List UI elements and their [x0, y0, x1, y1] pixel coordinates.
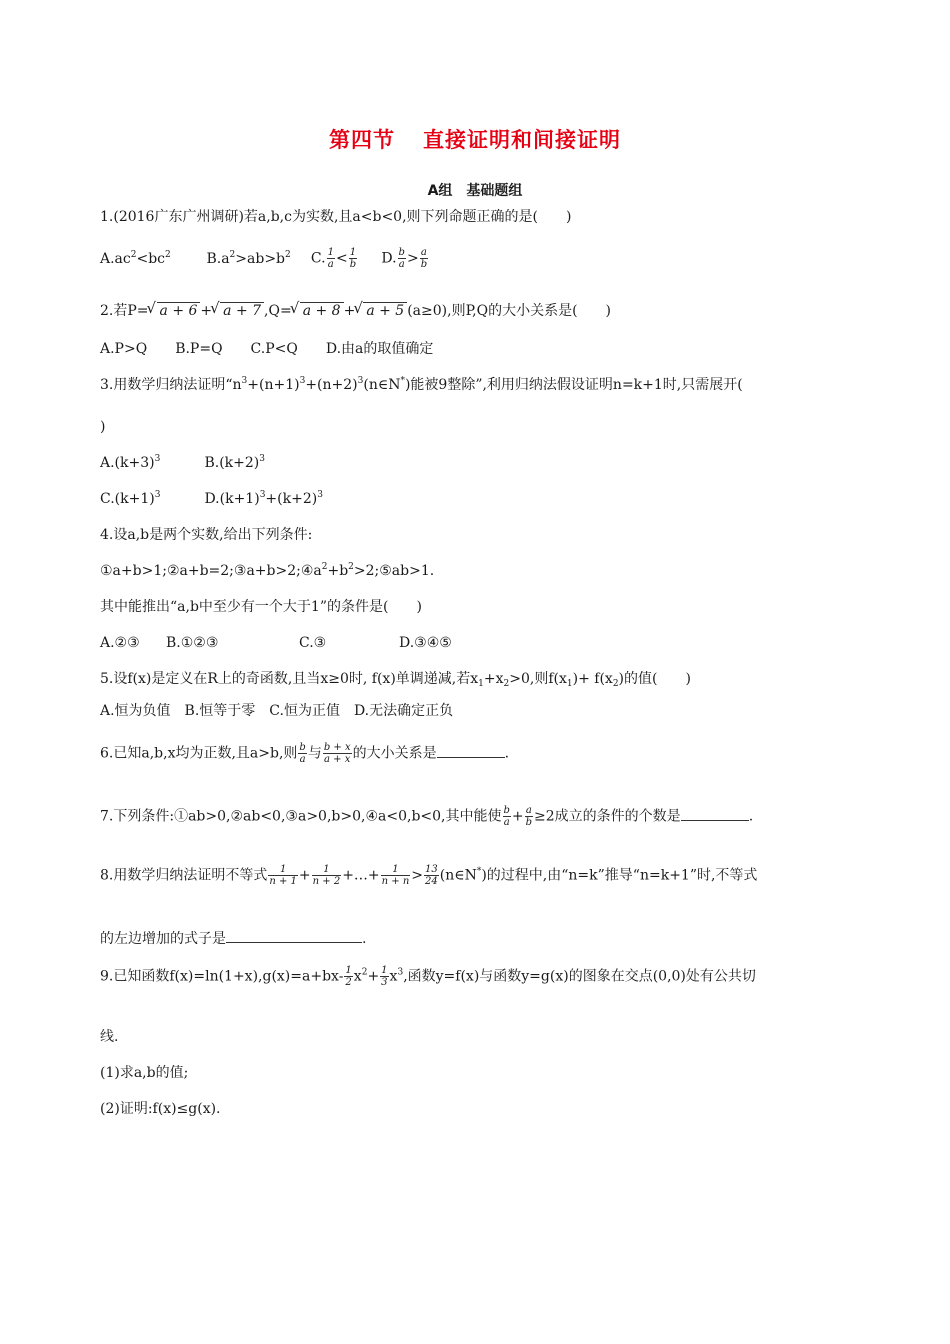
fraction: $\frac{1}{b}$ — [349, 247, 357, 270]
section-heading: 直接证明和间接证明 — [423, 128, 621, 152]
question-9-stem: 9.已知函数f(x)=ln(1+x),g(x)=a+bx- $\frac{1}{2}$ $x^2+$ $\frac{1}{3}$ $x^3$,函数y=f(x)与函数y=g(x)的图象在交点(0,0)处有公共切 — [100, 965, 756, 988]
fraction: $\frac{1}{n + 2}$ — [312, 864, 341, 887]
question-8-stem: 8.用数学归纳法证明不等式 $\frac{1}{n + 1}$ + $\frac{1}{n + 2}$ +…+ $\frac{1}{n + n}$ > $\frac{13}{24}$ (n∈N*)的过程中,由“n=k”推导“n=k+1”时,不等式 — [100, 864, 758, 887]
group-heading — [0, 180, 950, 200]
fraction: $\frac{a}{b}$ — [525, 805, 533, 828]
option-b: $B.(k+2)^3$ — [204, 454, 265, 471]
option-c: C.③ — [299, 635, 327, 651]
fraction: $\frac{1}{a}$ — [327, 247, 334, 270]
question-5-stem: 5.设f(x)是定义在R上的奇函数,且当x≥0时, f(x)单调递减,若$x_1+x_2>0$,则$f(x_1)+ f(x_2)$的值( ) — [100, 671, 691, 689]
question-4-prompt: 其中能推出“a,b中至少有一个大于1”的条件是( ) — [100, 599, 422, 615]
fraction: $\frac{1}{n + 1}$ — [269, 864, 297, 887]
question-3-options-row2 — [100, 489, 323, 509]
fraction: $\frac{1}{n + n}$ — [381, 864, 410, 887]
question-9-part-2: (2)证明:f(x)≤g(x). — [100, 1101, 221, 1117]
sqrt-expression: √ a + 5 — [363, 302, 407, 319]
question-1-stem: 1.(2016广东广州调研)若a,b,c为实数,且a<b<0,则下列命题正确的是( ) — [100, 209, 572, 225]
fraction: $\frac{b + x}{a + x}$ — [323, 742, 351, 765]
fraction: $\frac{13}{24}$ — [425, 864, 438, 887]
option-b: $B.a^2>ab>b^2$ — [206, 249, 291, 267]
question-2-stem: 2.若P=√ a + 6 +√ a + 7 ,Q=√ a + 8 +√ a + 5 (a≥0),则P,Q的大小关系是( ) — [100, 301, 611, 321]
fraction: $\frac{b}{a}$ — [299, 742, 306, 765]
fraction: $\frac{a}{b}$ — [420, 247, 428, 270]
answer-blank[interactable] — [681, 806, 749, 821]
sqrt-expression: √ a + 6 — [157, 302, 201, 319]
question-3-stem: 3.用数学归纳法证明“$n^3+(n+1)^3+(n+2)^3(n\in N^*)$能被9整除”,利用归纳法假设证明n=k+1时,只需展开( — [100, 376, 743, 393]
group-label: A组 — [427, 183, 453, 199]
fraction: $\frac{1}{2}$ — [345, 965, 352, 988]
option-a: A.②③ — [100, 635, 140, 651]
question-2-options: A.P>Q B.P=Q C.P<Q D.由a的取值确定 — [100, 341, 434, 357]
question-9-part-1: (1)求a,b的值; — [100, 1065, 189, 1081]
option-b: B.①②③ — [166, 635, 219, 651]
option-c: $C.(k+1)^3$ — [100, 490, 161, 507]
option-c: C. $\frac{1}{a}$ < $\frac{1}{b}$ — [310, 247, 357, 270]
sqrt-expression: √ a + 7 — [220, 302, 264, 319]
option-a: $A.(k+3)^3$ — [100, 454, 161, 471]
question-5-options: A.恒为负值 B.恒等于零 C.恒为正值 D.无法确定正负 — [100, 703, 454, 719]
option-d: D.③④⑤ — [399, 635, 452, 651]
question-3-stem-continued: ) — [100, 419, 106, 435]
question-9-stem-continued: 线. — [100, 1029, 119, 1045]
question-1-options — [100, 247, 429, 270]
option-d: $D.(k+1)^3+(k+2)^3$ — [204, 490, 323, 507]
question-8-stem-continued: 的左边增加的式子是 . — [100, 928, 366, 949]
option-d: D. $\frac{b}{a}$ > $\frac{a}{b}$ — [381, 247, 428, 270]
fraction: $\frac{b}{a}$ — [503, 805, 510, 828]
answer-blank[interactable] — [437, 743, 505, 758]
answer-blank[interactable] — [226, 928, 362, 943]
section-title — [0, 124, 950, 154]
question-4-stem: 4.设a,b是两个实数,给出下列条件: — [100, 527, 313, 543]
fraction: $\frac{1}{3}$ — [381, 965, 388, 988]
fraction: $\frac{b}{a}$ — [398, 247, 405, 270]
sqrt-expression: √ a + 8 — [300, 302, 344, 319]
group-name: 基础题组 — [466, 183, 523, 199]
question-3-options-row1 — [100, 453, 265, 473]
question-6-stem: 6.已知a,b,x均为正数,且a>b,则 $\frac{b}{a}$ 与 $\frac{b + x}{a + x}$ 的大小关系是 . — [100, 742, 510, 765]
question-4-conditions: $①a+b>1;②a+b=2;③a+b>2;④a^2+b^2>2;⑤ab>1$. — [100, 562, 435, 579]
question-4-options — [100, 633, 452, 653]
option-a: $A.ac^2<bc^2$ — [100, 249, 171, 267]
question-7-stem: 7.下列条件:①ab>0,②ab<0,③a>0,b>0,④a<0,b<0,其中能使 $\frac{b}{a}$ + $\frac{a}{b}$ ≥2成立的条件的个数是 . — [100, 805, 754, 828]
section-number: 第四节 — [329, 128, 395, 152]
